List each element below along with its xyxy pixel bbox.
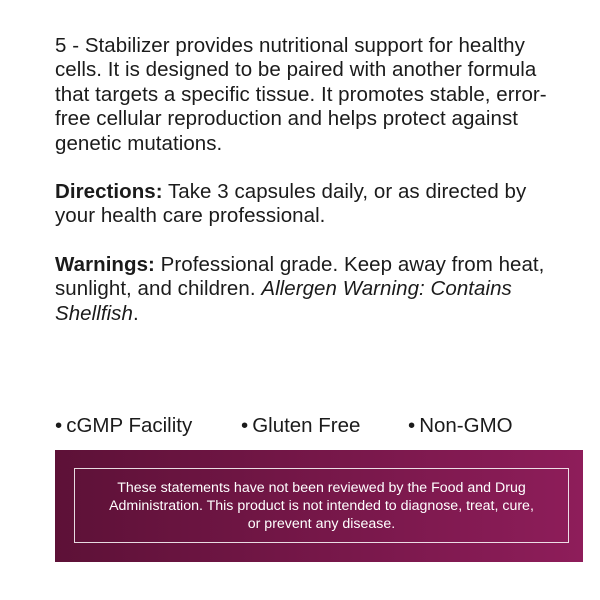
directions-section <box>55 180 565 229</box>
warnings-label: Warnings: <box>55 252 155 276</box>
badge-cgmp-facility <box>55 413 192 439</box>
warnings-end: . <box>132 301 139 325</box>
bullet-icon: • <box>55 414 63 437</box>
fda-disclaimer-text: These statements have not been reviewed by the Food and Drug Administration. This product is not intended to diagnose, treat, cure, or prevent any disease. <box>109 479 534 532</box>
directions-label: Directions: <box>55 180 163 204</box>
directions-text: Take 3 capsules daily, or as directed by your health care professional. <box>55 180 527 228</box>
badge-label: cGMP Facility <box>66 414 193 437</box>
allergen-warning: Allergen Warning: Contains Shellfish <box>55 277 512 325</box>
bullet-icon: • <box>408 414 416 437</box>
badge-non-gmo <box>408 413 513 439</box>
certification-badges <box>55 413 555 441</box>
badge-label: Non-GMO <box>419 414 513 437</box>
disclaimer-box <box>74 468 569 543</box>
warnings-text: Professional grade. Keep away from heat, sunlight, and children. <box>55 252 545 301</box>
fda-disclaimer-banner <box>55 450 583 562</box>
warnings-section <box>55 253 565 326</box>
badge-gluten-free <box>241 413 360 439</box>
bullet-icon: • <box>241 414 249 437</box>
product-label-body <box>55 34 565 326</box>
product-description: 5 - Stabilizer provides nutritional support for healthy cells. It is designed to be paired with another formula that targets a specific tissue. It promotes stable, error-free cellular reproduction and helps protect against genetic mutations. <box>55 34 547 155</box>
badge-label: Gluten Free <box>252 414 361 437</box>
